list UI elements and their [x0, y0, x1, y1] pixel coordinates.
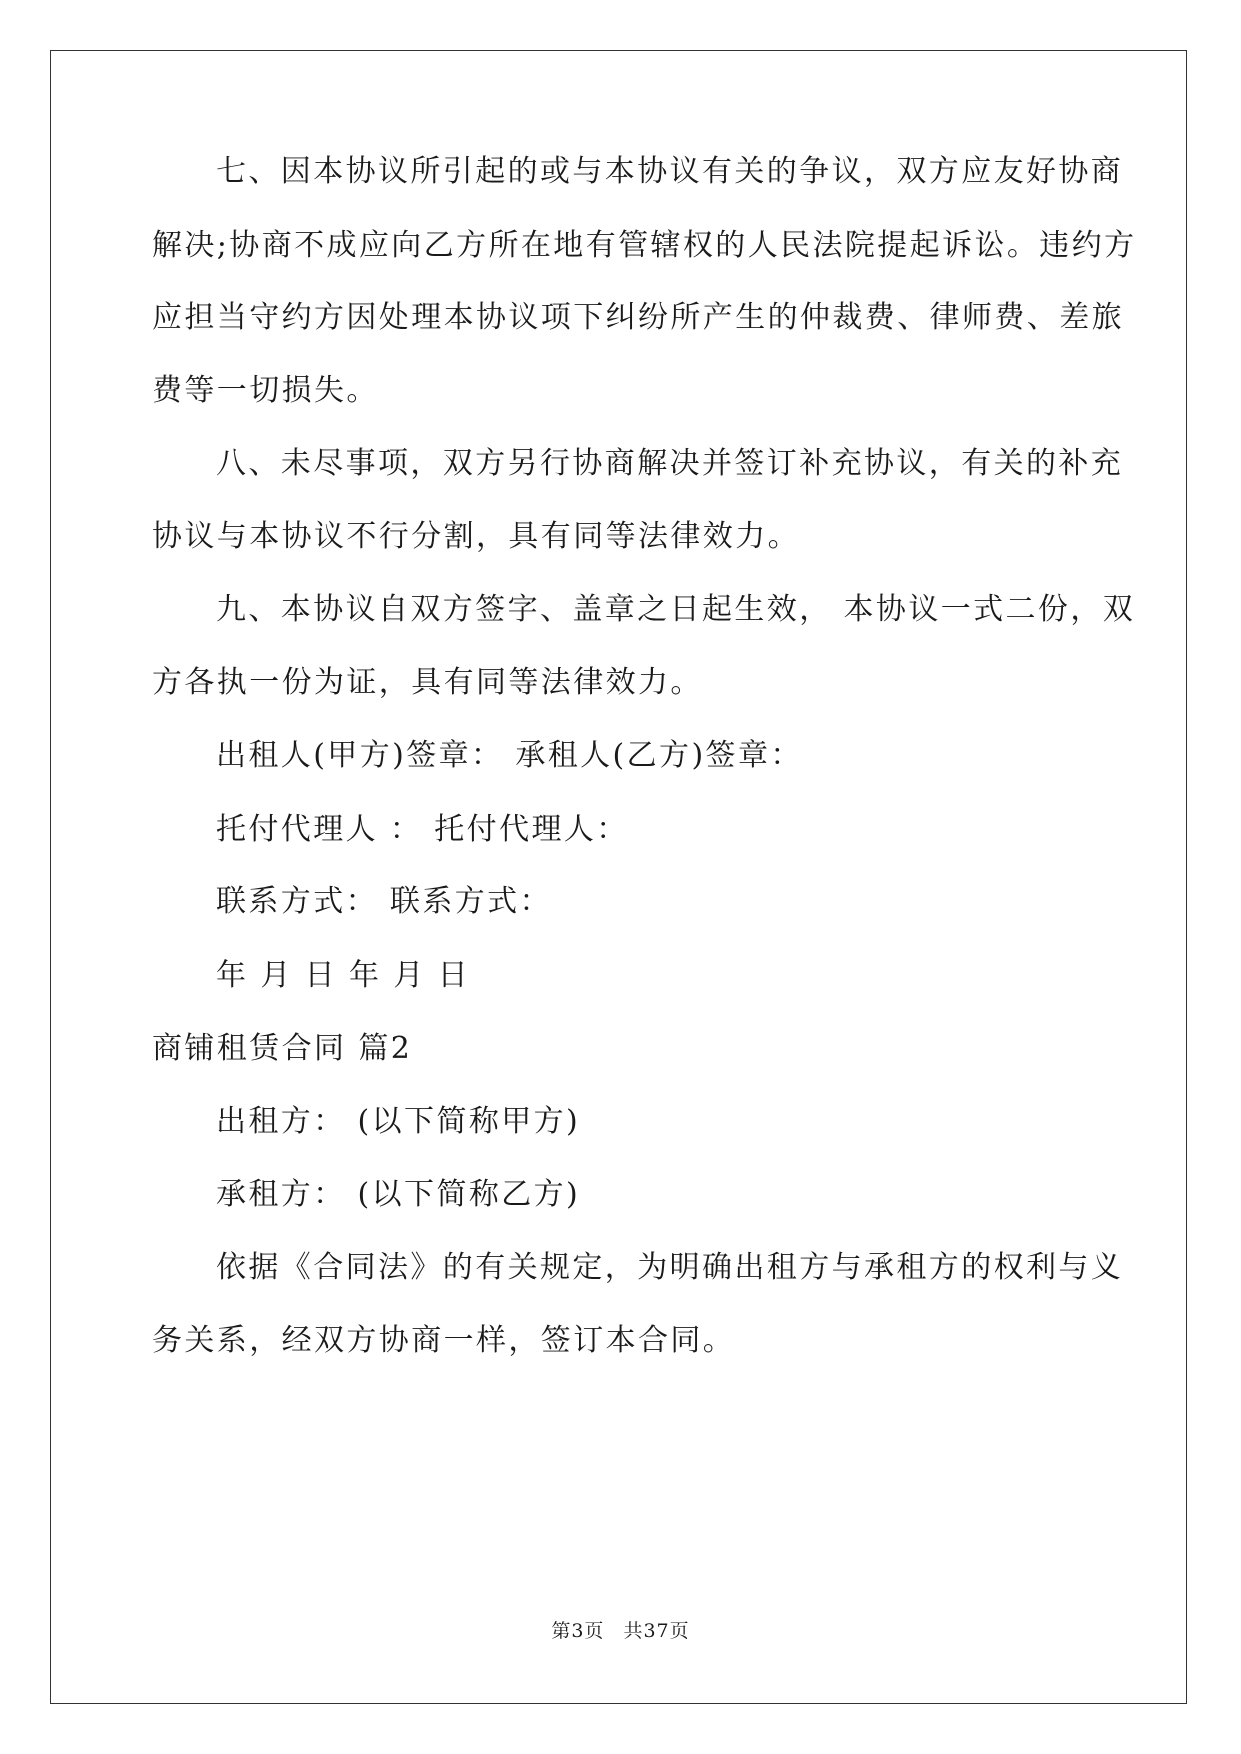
clause-9-line-1: 九、本协议自双方签字、盖章之日起生效， 本协议一式二份，双 [216, 592, 1136, 627]
clause-7-line-3: 应担当守约方因处理本协议项下纠纷所产生的仲裁费、律师费、差旅 [152, 300, 1124, 335]
lessor-line: 出租方： (以下简称甲方) [216, 1104, 581, 1139]
basis-line-2: 务关系，经双方协商一样，签订本合同。 [152, 1323, 736, 1358]
basis-line-1: 依据《合同法》的有关规定，为明确出租方与承租方的权利与义 [216, 1250, 1124, 1285]
page-total: 共37页 [623, 1620, 690, 1642]
lessee-line: 承租方： (以下简称乙方) [216, 1177, 581, 1212]
section-title: 商铺租赁合同 篇2 [152, 1031, 413, 1066]
page-number: 第3页 [551, 1620, 605, 1642]
contact-line: 联系方式： 联系方式： [216, 884, 552, 919]
date-line: 年 月 日 年 月 日 [216, 958, 471, 993]
page-footer [0, 1619, 1241, 1643]
clause-8-line-1: 八、未尽事项，双方另行协商解决并签订补充协议，有关的补充 [216, 446, 1124, 481]
clause-7-line-1: 七、因本协议所引起的或与本协议有关的争议，双方应友好协商 [216, 154, 1124, 189]
clause-7-line-4: 费等一切损失。 [152, 373, 379, 408]
clause-7-line-2: 解决;协商不成应向乙方所在地有管辖权的人民法院提起诉讼。违约方 [152, 228, 1137, 263]
clause-9-line-2: 方各执一份为证，具有同等法律效力。 [152, 665, 703, 700]
clause-8-line-2: 协议与本协议不行分割，具有同等法律效力。 [152, 519, 800, 554]
agent-line: 托付代理人 ： 托付代理人： [216, 812, 629, 847]
signature-line: 出租人(甲方)签章： 承租人(乙方)签章： [216, 738, 803, 773]
